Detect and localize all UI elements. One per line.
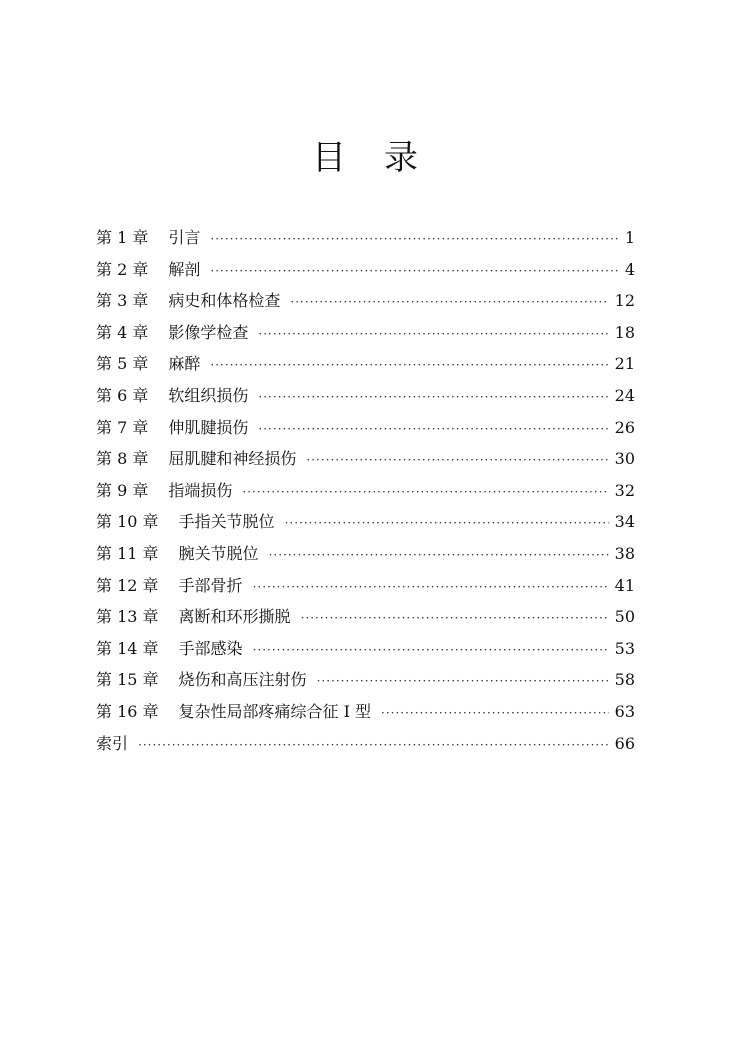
chapter-title: 解剖 — [168, 259, 201, 279]
page-number: 18 — [614, 322, 635, 342]
chapter-number: 第 4 章 — [96, 322, 149, 342]
page-number: 30 — [614, 449, 635, 469]
chapter-title: 手部骨折 — [178, 575, 243, 595]
chapter-number: 第 5 章 — [96, 354, 149, 374]
chapter-number: 第 11 章 — [96, 543, 159, 563]
chapter-title: 复杂性局部疼痛综合征 I 型 — [178, 701, 372, 721]
page-number: 63 — [614, 701, 635, 721]
chapter-number: 第 14 章 — [96, 638, 159, 658]
dot-leader — [138, 733, 609, 757]
toc-entry-chapter-6[interactable] — [96, 384, 635, 416]
chapter-number: 第 10 章 — [96, 512, 159, 532]
toc-entry-chapter-13[interactable] — [96, 605, 635, 637]
chapter-number: 第 13 章 — [96, 607, 159, 627]
page-number: 21 — [614, 354, 635, 374]
dot-leader — [258, 417, 608, 441]
chapter-number: 第 12 章 — [96, 575, 159, 595]
chapter-title: 影像学检查 — [168, 322, 249, 342]
toc-entry-chapter-4[interactable] — [96, 321, 635, 353]
chapter-title: 指端损伤 — [168, 480, 233, 500]
dot-leader — [285, 511, 609, 535]
toc-entry-chapter-7[interactable] — [96, 416, 635, 448]
dot-leader — [258, 385, 608, 409]
chapter-title: 手指关节脱位 — [178, 512, 275, 532]
chapter-title: 离断和环形撕脱 — [178, 607, 291, 627]
page-number: 38 — [614, 543, 635, 563]
dot-leader — [301, 606, 609, 630]
toc-entry-chapter-3[interactable] — [96, 289, 635, 321]
dot-leader — [210, 259, 618, 283]
chapter-title: 伸肌腱损伤 — [168, 417, 249, 437]
page-number: 50 — [614, 607, 635, 627]
chapter-title: 麻醉 — [168, 354, 201, 374]
chapter-title: 手部感染 — [178, 638, 243, 658]
dot-leader — [258, 322, 608, 346]
page-number: 26 — [614, 417, 635, 437]
toc-entry-index[interactable] — [96, 732, 635, 764]
dot-leader — [210, 227, 618, 251]
page-number: 41 — [614, 575, 635, 595]
dot-leader — [210, 353, 608, 377]
dot-leader — [269, 543, 609, 567]
table-of-contents — [96, 226, 635, 763]
dot-leader — [317, 669, 609, 693]
toc-entry-chapter-11[interactable] — [96, 542, 635, 574]
index-title: 索引 — [96, 733, 129, 753]
chapter-number: 第 3 章 — [96, 291, 149, 311]
toc-entry-chapter-14[interactable] — [96, 637, 635, 669]
chapter-title: 病史和体格检查 — [168, 291, 281, 311]
toc-entry-chapter-9[interactable] — [96, 479, 635, 511]
chapter-title: 引言 — [168, 228, 201, 247]
page-number: 34 — [614, 512, 635, 532]
dot-leader — [253, 638, 609, 662]
chapter-number: 第 1 章 — [96, 228, 149, 247]
page-number: 1 — [624, 228, 635, 247]
chapter-number: 第 6 章 — [96, 385, 149, 405]
page-number: 53 — [614, 638, 635, 658]
chapter-title: 屈肌腱和神经损伤 — [168, 449, 297, 469]
chapter-number: 第 8 章 — [96, 449, 149, 469]
page-number: 12 — [614, 291, 635, 311]
page-title-char-1: 目 — [312, 138, 346, 178]
dot-leader — [290, 290, 608, 314]
dot-leader — [381, 701, 609, 725]
toc-entry-chapter-12[interactable] — [96, 574, 635, 606]
toc-entry-chapter-8[interactable] — [96, 447, 635, 479]
chapter-number: 第 2 章 — [96, 259, 149, 279]
chapter-title: 烧伤和高压注射伤 — [178, 670, 307, 690]
dot-leader — [306, 448, 608, 472]
chapter-number: 第 9 章 — [96, 480, 149, 500]
chapter-title: 腕关节脱位 — [178, 543, 259, 563]
page-title — [0, 136, 730, 180]
page-number: 24 — [614, 385, 635, 405]
chapter-title: 软组织损伤 — [168, 385, 249, 405]
toc-entry-chapter-2[interactable] — [96, 258, 635, 290]
toc-entry-chapter-1[interactable] — [96, 226, 635, 258]
dot-leader — [253, 575, 609, 599]
page-number: 58 — [614, 670, 635, 690]
page-title-char-2: 录 — [384, 138, 418, 178]
page-number: 32 — [614, 480, 635, 500]
page-number: 4 — [624, 259, 635, 279]
chapter-number: 第 15 章 — [96, 670, 159, 690]
toc-entry-chapter-10[interactable] — [96, 510, 635, 542]
chapter-number: 第 7 章 — [96, 417, 149, 437]
page-number: 66 — [614, 733, 635, 753]
toc-entry-chapter-5[interactable] — [96, 352, 635, 384]
toc-entry-chapter-15[interactable] — [96, 668, 635, 700]
dot-leader — [242, 480, 608, 504]
chapter-number: 第 16 章 — [96, 701, 159, 721]
toc-entry-chapter-16[interactable] — [96, 700, 635, 732]
